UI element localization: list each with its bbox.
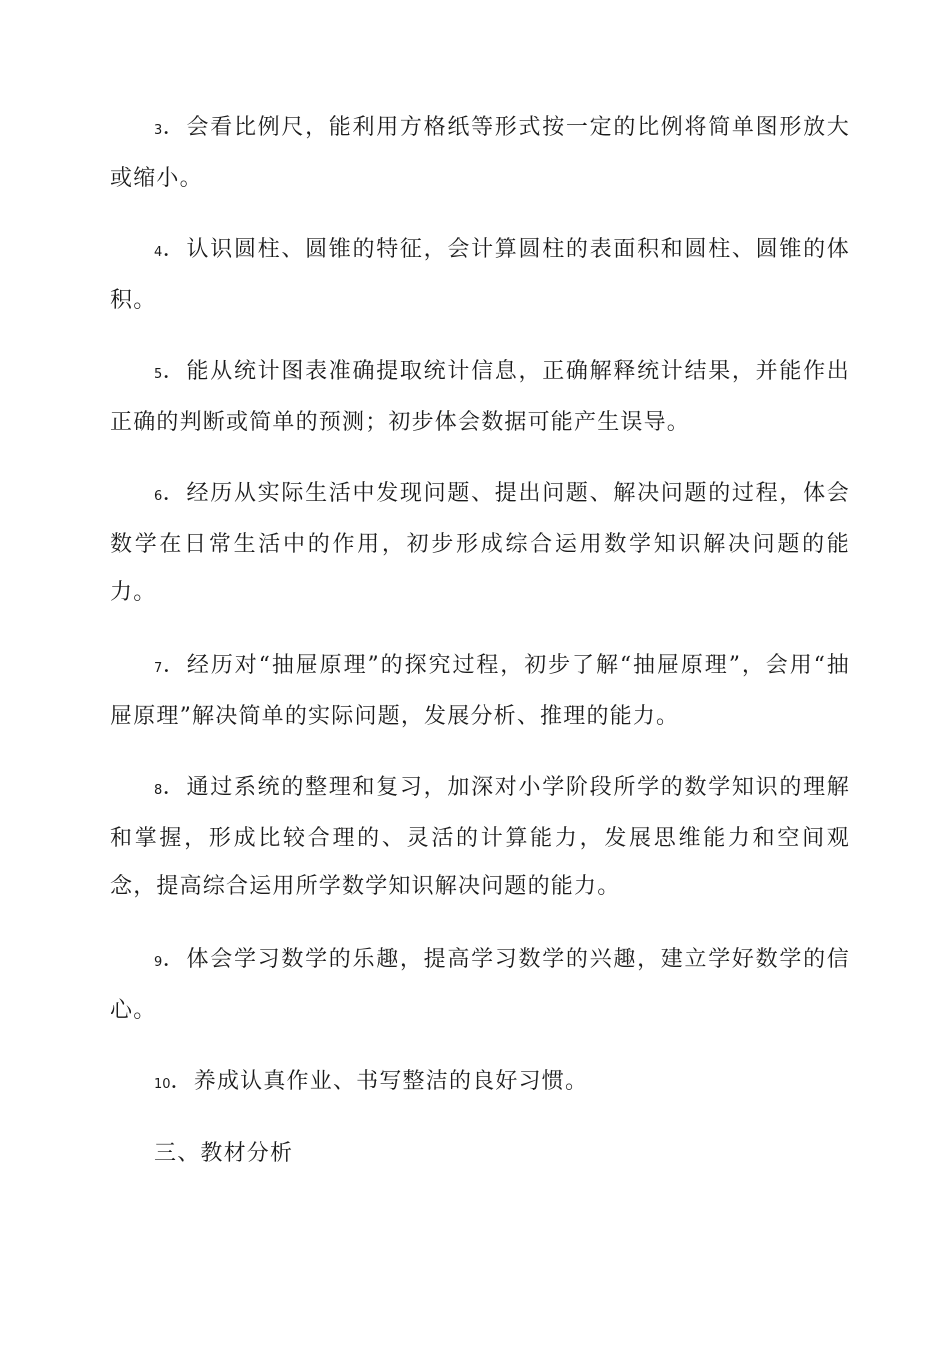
item-number: 10 [154, 1077, 171, 1092]
item-number: 6 [154, 489, 163, 504]
list-item-8 [110, 764, 850, 911]
section-heading: 三、教材分析 [154, 1141, 294, 1166]
item-text: ．会看比例尺，能利用方格纸等形式按一定的比例将简单图形放大或缩小。 [110, 115, 850, 191]
item-number: 3 [154, 123, 163, 138]
item-number: 9 [154, 955, 163, 970]
item-number: 7 [154, 661, 163, 676]
list-item-3 [110, 104, 850, 203]
item-number: 8 [154, 783, 163, 798]
item-text: ．养成认真作业、书写整洁的良好习惯。 [170, 1069, 589, 1094]
item-text: ．能从统计图表准确提取统计信息，正确解释统计结果，并能作出正确的判断或简单的预测；初步体会数据可能产生误导。 [110, 359, 850, 435]
item-text: ．体会学习数学的乐趣，提高学习数学的兴趣，建立学好数学的信心。 [110, 947, 850, 1023]
list-item-4 [110, 226, 850, 325]
list-item-9 [110, 936, 850, 1035]
item-number: 4 [154, 245, 163, 260]
list-item-7 [110, 642, 850, 741]
item-text: ．经历从实际生活中发现问题、提出问题、解决问题的过程，体会数学在日常生活中的作用，初步形成综合运用数学知识解决问题的能力。 [110, 481, 850, 605]
item-number: 5 [154, 367, 163, 382]
item-text: ．经历对“抽屉原理”的探究过程，初步了解“抽屉原理”，会用“抽屉原理”解决简单的实际问题，发展分析、推理的能力。 [110, 653, 850, 729]
list-item-10 [110, 1058, 850, 1109]
item-text: ．通过系统的整理和复习，加深对小学阶段所学的数学知识的理解和掌握，形成比较合理的、灵活的计算能力，发展思维能力和空间观念，提高综合运用所学数学知识解决问题的能力。 [110, 775, 850, 899]
list-item-5 [110, 348, 850, 447]
list-item-6 [110, 470, 850, 617]
item-text: ．认识圆柱、圆锥的特征，会计算圆柱的表面积和圆柱、圆锥的体积。 [110, 237, 850, 313]
